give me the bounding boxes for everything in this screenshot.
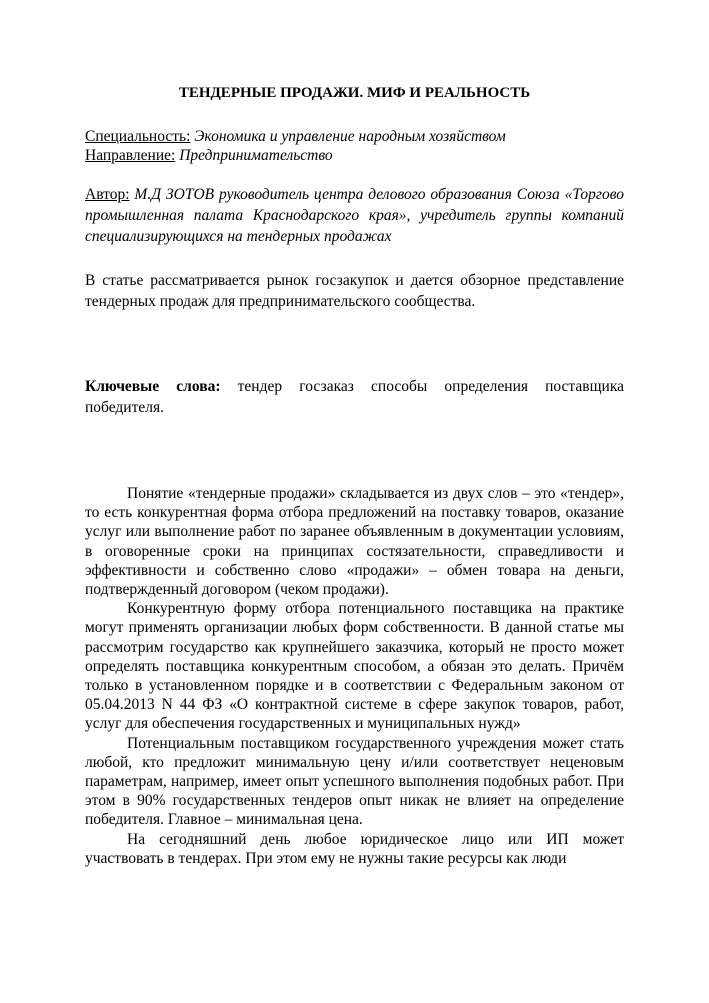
body-paragraph: Конкурентную форму отбора потенциального поставщика на практике могут применять организации любых форм собственности. В данной статье мы рассмотрим государство как крупнейшего заказчика, который не просто может определять поставщика конкурентным способом, а обязан это делать. Причём только в установленном порядке и в соответствии с Федеральным законом от 05.04.2013 N 44 ФЗ «О контрактной системе в сфере закупок товаров, работ, услуг для обеспечения государственных и муниципальных нужд» <box>85 600 624 733</box>
specialty-label: Специальность: <box>85 128 191 145</box>
direction-label: Направление: <box>85 147 176 164</box>
body-paragraph: Понятие «тендерные продажи» складывается из двух слов – это «тендер», то есть конкурентная форма отбора предложений на поставку товаров, оказание услуг или выполнение работ по заранее объявленным в документации условиям, в оговоренные сроки на принципах состязательности, справедливости и эффективности и собственно слово «продажи» – обмен товара на деньги, подтвержденный договором (чеком продажи). <box>85 485 624 599</box>
body-paragraph: На сегодняшний день любое юридическое лицо или ИП может участвовать в тендерах. При этом ему не нужны такие ресурсы как люди <box>85 830 624 867</box>
keywords-label: Ключевые слова: <box>85 378 221 395</box>
document-page <box>85 84 624 868</box>
meta-block <box>85 127 624 165</box>
specialty-value: Экономика и управление народным хозяйством <box>194 128 506 145</box>
author-block <box>85 184 624 247</box>
author-label: Автор: <box>85 186 130 203</box>
keywords-value: тендер госзаказ способы определения поставщика победителя. <box>85 378 625 416</box>
body-paragraph: Потенциальным поставщиком государственного учреждения может стать любой, кто предложит минимальную цену и/или соответствует неценовым параметрам, например, имеет опыт успешного выполнения подобных работ. При этом в 90% государственных тендеров опыт никак не влияет на определение победителя. Главное – минимальная цена. <box>85 734 624 829</box>
abstract: В статье рассматривается рынок госзакупок и дается обзорное представление тендерных продаж для предпринимательского сообщества. <box>85 272 624 310</box>
specialty-line <box>85 127 624 146</box>
direction-value: Предпринимательство <box>179 147 333 164</box>
article-body <box>85 484 624 868</box>
keywords-block <box>85 376 624 418</box>
author-value: М.Д ЗОТОВ руководитель центра делового образования Союза «Торгово промышленная палата Краснодарского края», учредитель группы компаний специализирующихся на тендерных продажах <box>85 186 624 245</box>
direction-line <box>85 146 624 165</box>
document-title: ТЕНДЕРНЫЕ ПРОДАЖИ. МИФ И РЕАЛЬНОСТЬ <box>178 85 531 101</box>
